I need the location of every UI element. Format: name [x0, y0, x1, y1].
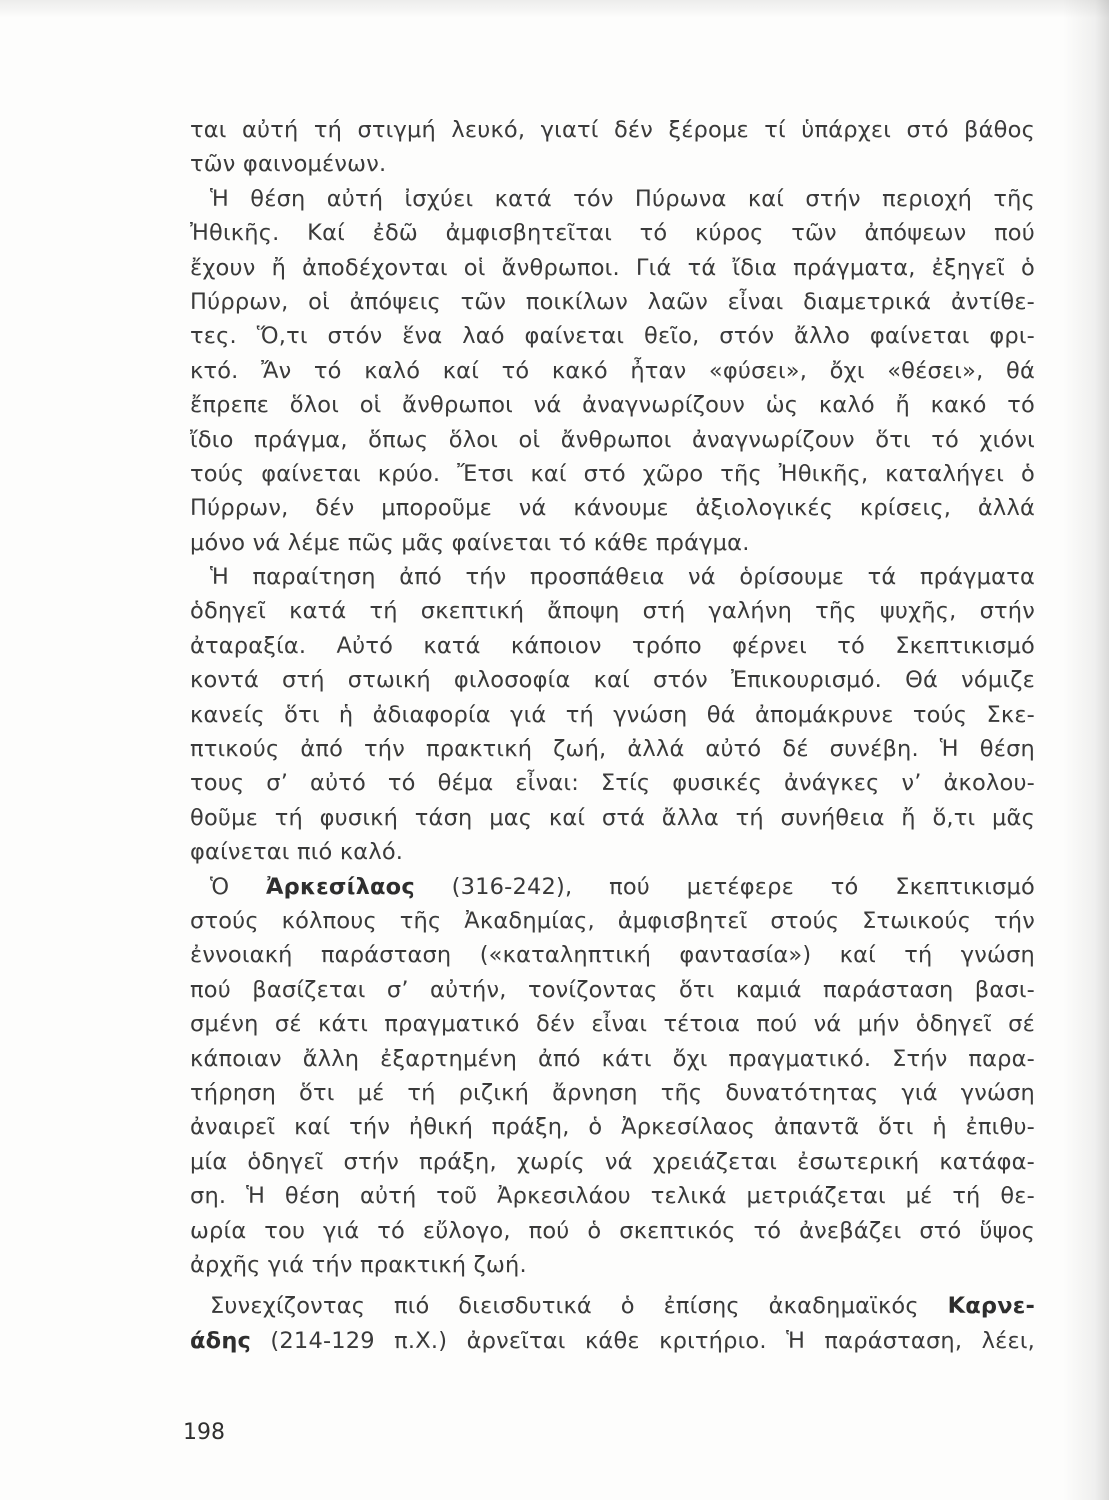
- text-line: ἀρχῆς γιά τήν πρακτική ζωή.: [190, 1251, 527, 1278]
- text-line: [190, 1289, 1035, 1323]
- text-line: κοντά στή στωική φιλοσοφία καί στόν Ἐπικουρισμό. Θά νόμιζε: [190, 667, 1035, 694]
- text-line: ἐννοιακή παράσταση («καταληπτική φαντασία») καί τή γνώση: [190, 942, 1035, 969]
- text-line: ὁδηγεῖ κατά τή σκεπτική ἄποψη στή γαλήνη τῆς ψυχῆς, στήν: [190, 598, 1035, 625]
- scan-shadow-top: [0, 0, 1109, 18]
- text-line: Ἡ θέση αὐτή ἰσχύει κατά τόν Πύρωνα καί στήν περιοχή τῆς: [210, 185, 1035, 212]
- text-line: κανείς ὅτι ἡ ἀδιαφορία γιά τή γνώση θά ἀπομάκρυνε τούς Σκε-: [190, 701, 1035, 728]
- page-number: 198: [183, 1420, 225, 1445]
- text-line: ἴδιο πράγμα, ὅπως ὅλοι οἱ ἄνθρωποι ἀναγνωρίζουν ὅτι τό χιόνι: [190, 426, 1035, 453]
- text-line: τούς φαίνεται κρύο. Ἔτσι καί στό χῶρο τῆς Ἠθικῆς, καταλήγει ὁ: [190, 460, 1035, 487]
- text-line: [190, 870, 1035, 904]
- name-karneades-part1: Καρνε-: [947, 1293, 1035, 1320]
- text-line: τῶν φαινομένων.: [190, 151, 387, 178]
- text-line: φαίνεται πιό καλό.: [190, 839, 404, 866]
- text-run: Συνεχίζοντας πιό διεισδυτικά ὁ ἐπίσης ἀκαδημαϊκός: [210, 1293, 948, 1320]
- text-line: ωρία του γιά τό εὔλογο, πού ὁ σκεπτικός τό ἀνεβάζει στό ὕψος: [190, 1217, 1035, 1244]
- text-line: μία ὁδηγεῖ στήν πράξη, χωρίς νά χρειάζεται ἐσωτερική κατάφα-: [190, 1148, 1035, 1175]
- text-line: τες. Ὅ,τι στόν ἕνα λαό φαίνεται θεῖο, στόν ἄλλο φαίνεται φρι-: [190, 323, 1035, 350]
- paragraph-gap: [190, 1282, 1035, 1289]
- text-line: κτό. Ἄν τό καλό καί τό κακό ἦταν «φύσει», ὄχι «θέσει», θά: [190, 357, 1035, 384]
- text-line: ται αὐτή τή στιγμή λευκό, γιατί δέν ξέρομε τί ὑπάρχει στό βάθος: [190, 117, 1035, 143]
- text-run: Ὁ: [210, 873, 267, 900]
- text-line: τήρηση ὅτι μέ τή ριζική ἄρνηση τῆς δυνατότητας γιά γνώση: [190, 1079, 1035, 1106]
- text-run: (214-129 π.Χ.) ἀρνεῖται κάθε κριτήριο. Ἡ παράσταση, λέει,: [251, 1327, 1035, 1354]
- text-line: Ἡ παραίτηση ἀπό τήν προσπάθεια νά ὁρίσουμε τά πράγματα: [210, 564, 1035, 591]
- text-line: μόνο νά λέμε πῶς μᾶς φαίνεται τό κάθε πράγμα.: [190, 529, 750, 556]
- text-line: Πύρρων, δέν μποροῦμε νά κάνουμε ἀξιολογικές κρίσεις, ἀλλά: [190, 495, 1035, 522]
- text-line: ἔχουν ἤ ἀποδέχονται οἱ ἄνθρωποι. Γιά τά ἴδια πράγματα, ἐξηγεῖ ὁ: [190, 254, 1035, 281]
- text-line: [190, 1324, 1035, 1358]
- name-arkesilaos: Ἀρκεσίλαος: [266, 873, 415, 900]
- text-line: ση. Ἡ θέση αὐτή τοῦ Ἀρκεσιλάου τελικά μετριάζεται μέ τή θε-: [190, 1183, 1035, 1210]
- text-line: ἀταραξία. Αὐτό κατά κάποιον τρόπο φέρνει τό Σκεπτικισμό: [190, 632, 1035, 659]
- text-line: ἀναιρεῖ καί τήν ἠθική πράξη, ὁ Ἀρκεσίλαος ἀπαντᾶ ὅτι ἡ ἐπιθυ-: [190, 1114, 1035, 1141]
- text-line: τους σ’ αὐτό τό θέμα εἶναι: Στίς φυσικές ἀνάγκες ν’ ἀκολου-: [190, 770, 1035, 797]
- body-text: [190, 113, 1035, 1358]
- text-line: στούς κόλπους τῆς Ἀκαδημίας, ἀμφισβητεῖ στούς Στωικούς τήν: [190, 907, 1035, 934]
- text-run: (316-242), πού μετέφερε τό Σκεπτικισμό: [414, 873, 1035, 900]
- text-line: Ἠθικῆς. Καί ἐδῶ ἀμφισβητεῖται τό κύρος τῶν ἀπόψεων πού: [190, 220, 1035, 247]
- text-line: σμένη σέ κάτι πραγματικό δέν εἶναι τέτοια πού νά μήν ὁδηγεῖ σέ: [190, 1011, 1035, 1038]
- text-line: Πύρρων, οἱ ἀπόψεις τῶν ποικίλων λαῶν εἶναι διαμετρικά ἀντίθε-: [190, 288, 1035, 315]
- text-line: θοῦμε τή φυσική τάση μας καί στά ἄλλα τή συνήθεια ἤ ὅ,τι μᾶς: [190, 804, 1035, 831]
- text-line: πού βασίζεται σ’ αὐτήν, τονίζοντας ὅτι καμιά παράσταση βασι-: [190, 976, 1035, 1003]
- name-karneades-part2: άδης: [190, 1327, 252, 1354]
- text-line: κάποιαν ἄλλη ἐξαρτημένη ἀπό κάτι ὄχι πραγματικό. Στήν παρα-: [190, 1045, 1035, 1072]
- scan-shadow-binding: [1063, 0, 1109, 1500]
- text-line: ἔπρεπε ὅλοι οἱ ἄνθρωποι νά ἀναγνωρίζουν ὡς καλό ἤ κακό τό: [190, 392, 1035, 419]
- text-line: πτικούς ἀπό τήν πρακτική ζωή, ἀλλά αὐτό δέ συνέβη. Ἡ θέση: [190, 736, 1035, 763]
